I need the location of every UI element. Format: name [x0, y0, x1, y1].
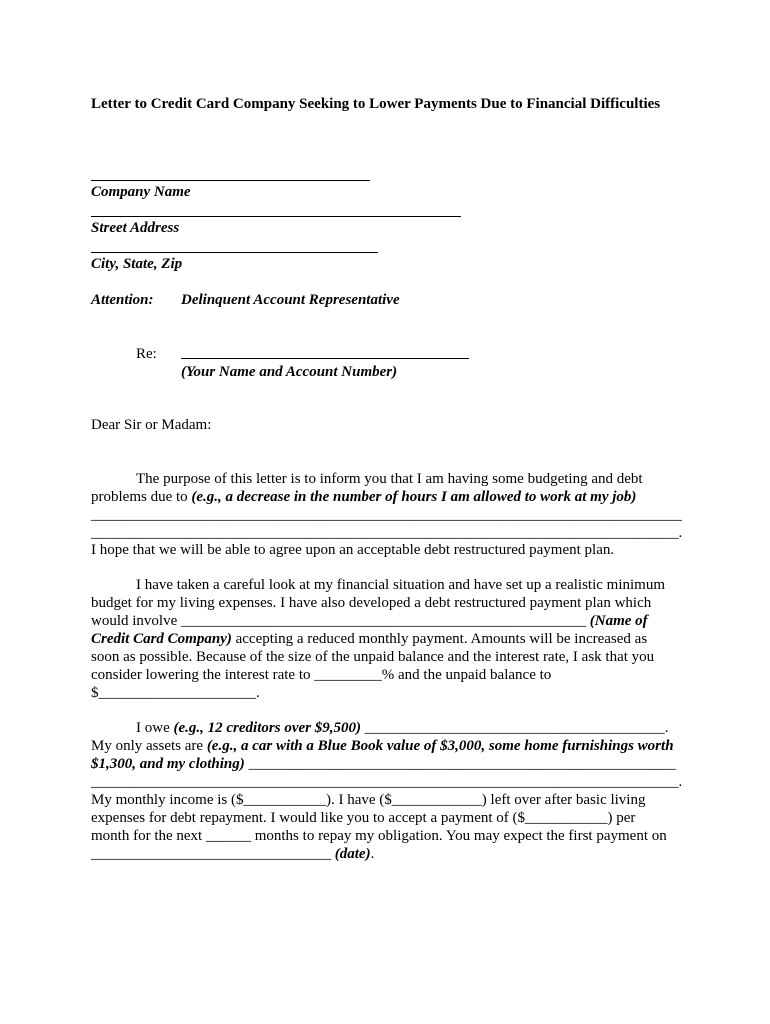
date-example: (date)	[334, 846, 371, 862]
assets-example-1: (e.g., a car with a Blue Book value of $3,000, some home furnishings worth	[206, 738, 674, 754]
paragraph-3-text: I owe	[136, 720, 174, 736]
paragraph-3-line-3	[91, 755, 676, 773]
paragraph-3-text: _________________________________________________________	[244, 756, 677, 772]
paragraph-2-line-5: soon as possible. Because of the size of the unpaid balance and the interest rate, I ask that you	[91, 649, 655, 665]
paragraph-1-line-5: I hope that we will be able to agree upon an acceptable debt restructured payment plan.	[91, 542, 615, 558]
re-value: (Your Name and Account Number)	[181, 364, 398, 380]
financial-reason-example: (e.g., a decrease in the number of hours I am allowed to work at my job)	[191, 489, 637, 505]
company-name-blank	[91, 180, 370, 181]
paragraph-2-text: would involve ______________________________________________________	[91, 613, 590, 629]
credit-card-company-example-2: Credit Card Company)	[91, 631, 232, 647]
paragraph-2-line-1: I have taken a careful look at my financial situation and have set up a realistic minimum	[136, 577, 665, 593]
paragraph-3-text: ________________________________________.	[360, 720, 669, 736]
attention-value: Delinquent Account Representative	[181, 292, 400, 308]
paragraph-2-text: accepting a reduced monthly payment. Amounts will be increased as	[231, 631, 648, 647]
paragraph-1-line-2	[91, 488, 636, 506]
paragraph-3-line-5: My monthly income is ($___________). I have ($____________) left over after basic living	[91, 792, 646, 808]
re-label: Re:	[136, 346, 157, 362]
paragraph-3-line-7: month for the next ______ months to repay my obligation. You may expect the first payment on	[91, 828, 667, 844]
street-address-label: Street Address	[91, 220, 180, 236]
paragraph-1-text: problems due to	[91, 489, 192, 505]
paragraph-1-blank-line-2: _______________________________________________________________________________.	[91, 525, 683, 541]
paragraph-3-text: .	[370, 846, 375, 862]
street-address-blank	[91, 216, 461, 217]
city-state-zip-label: City, State, Zip	[91, 256, 183, 272]
paragraph-2-line-2: budget for my living expenses. I have also developed a debt restructured payment plan which	[91, 595, 652, 611]
creditors-example: (e.g., 12 creditors over $9,500)	[173, 720, 361, 736]
paragraph-1-line-1: The purpose of this letter is to inform you that I am having some budgeting and debt	[136, 471, 643, 487]
paragraph-3-line-1	[136, 719, 668, 737]
city-state-zip-blank	[91, 252, 378, 253]
re-blank	[181, 358, 469, 359]
paragraph-3-text: ________________________________	[91, 846, 335, 862]
credit-card-company-example-1: (Name of	[589, 613, 648, 629]
paragraph-2-line-7: $_____________________.	[91, 685, 260, 701]
paragraph-3-line-6: expenses for debt repayment. I would like you to accept a payment of ($___________) per	[91, 810, 636, 826]
assets-example-2: $1,300, and my clothing)	[91, 756, 245, 772]
letter-title: Letter to Credit Card Company Seeking to Lower Payments Due to Financial Difficulties	[91, 96, 661, 112]
paragraph-3-blank-line: _______________________________________________________________________________.	[91, 774, 683, 790]
paragraph-1-blank-line-1: ________________________________________________________________________________	[91, 507, 682, 523]
attention-label: Attention:	[91, 292, 154, 308]
paragraph-3-text: My only assets are	[91, 738, 207, 754]
paragraph-3-line-8	[91, 845, 374, 863]
paragraph-2-line-6: consider lowering the interest rate to _________% and the unpaid balance to	[91, 667, 552, 683]
paragraph-2-line-4	[91, 630, 647, 648]
salutation: Dear Sir or Madam:	[91, 417, 212, 433]
paragraph-3-line-2	[91, 737, 674, 755]
paragraph-2-line-3	[91, 612, 648, 630]
company-name-label: Company Name	[91, 184, 191, 200]
